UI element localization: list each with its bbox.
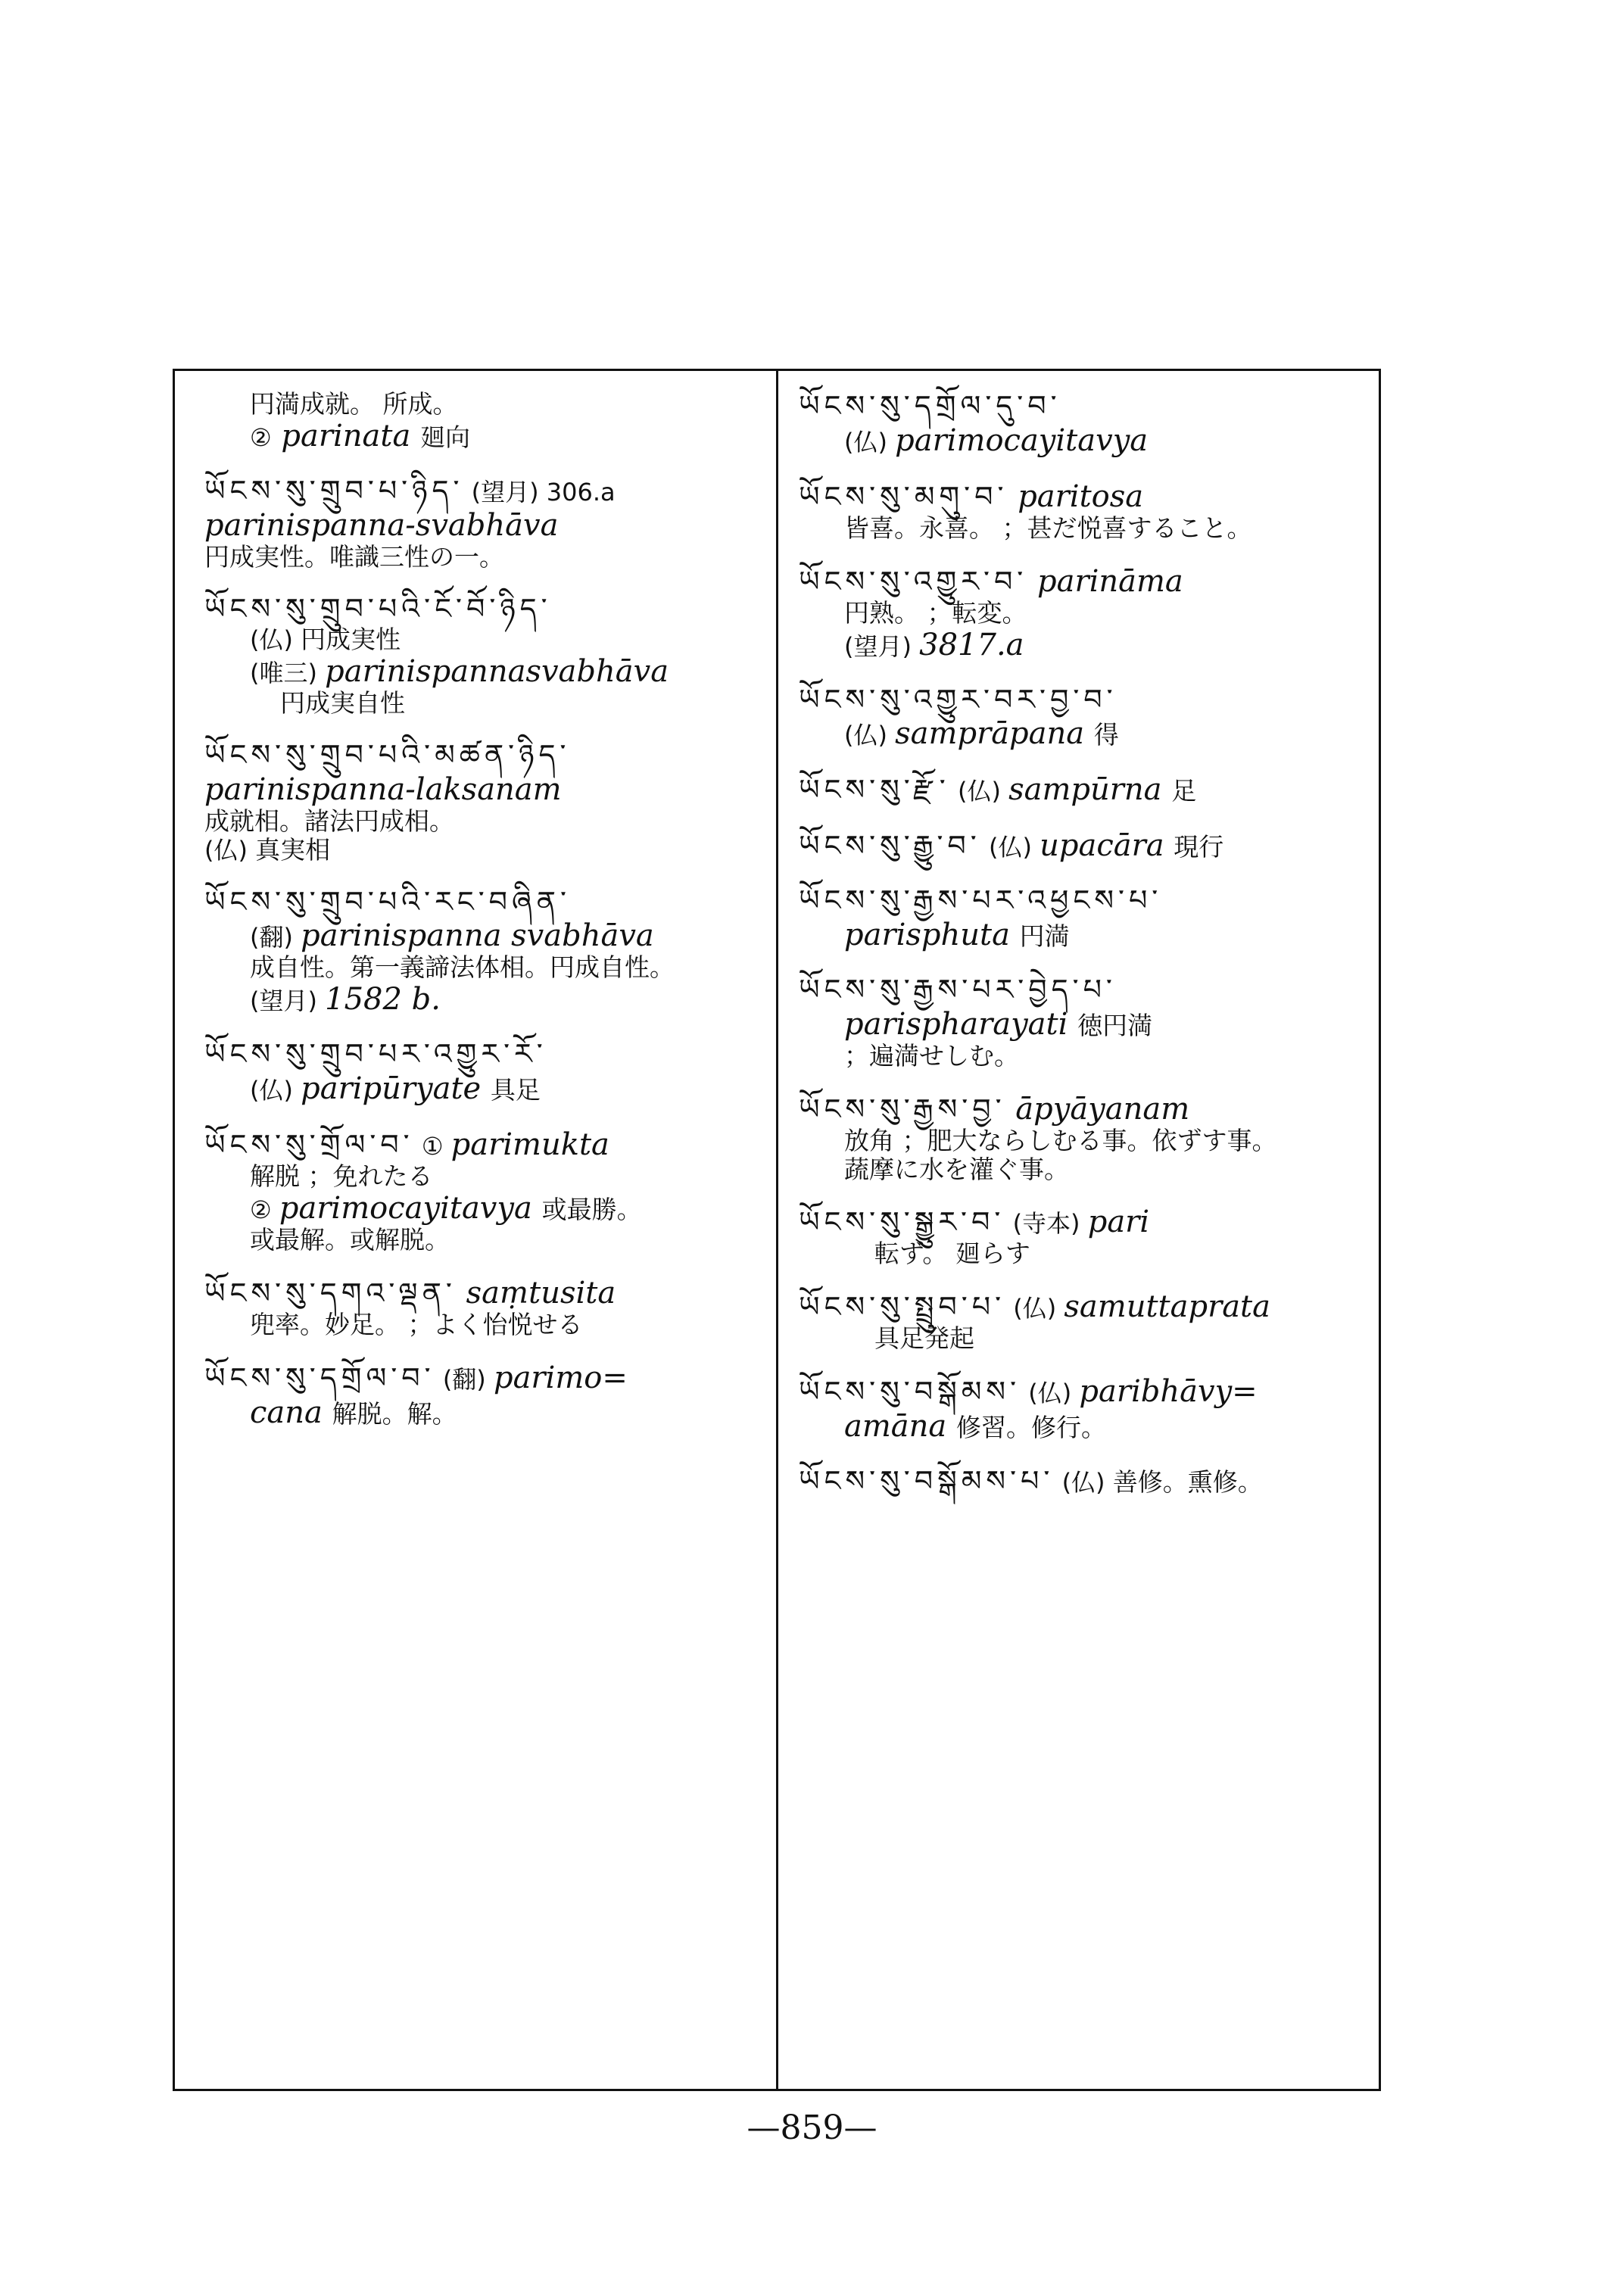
entry-line bbox=[204, 1361, 765, 1395]
tibetan-headword: ཡོངས་སུ་དགྲོལ་དུ་བ་ bbox=[799, 389, 1061, 422]
japanese-gloss: 円成実性 bbox=[301, 625, 401, 655]
source-ref: (仏) bbox=[1021, 1379, 1080, 1408]
tibetan-headword: ཡོངས་སུ་གྲོལ་བ་ bbox=[204, 1128, 414, 1161]
japanese-gloss: 真実相 bbox=[255, 834, 331, 865]
entry-line bbox=[799, 564, 1374, 599]
tibetan-headword: ཡོངས་སུ་གྲུབ་པ་ཉིད་ bbox=[204, 473, 464, 507]
entry-line bbox=[799, 1409, 1374, 1444]
entry-line bbox=[799, 1465, 1374, 1498]
entry-line bbox=[204, 1127, 765, 1162]
entry-line bbox=[799, 1007, 1374, 1042]
entry-line bbox=[204, 1162, 765, 1191]
source-ref: ① bbox=[413, 1132, 451, 1161]
entry-line bbox=[799, 716, 1374, 751]
entry-gap bbox=[799, 662, 1374, 684]
entry-line bbox=[204, 772, 765, 807]
entry-line bbox=[799, 974, 1374, 1007]
sanskrit-term: parinata bbox=[271, 418, 421, 454]
sanskrit-term: sampūrna bbox=[1008, 772, 1172, 808]
tibetan-headword: ཡོངས་སུ་བསྒོམས་པ་ bbox=[799, 1464, 1055, 1498]
entry-line bbox=[799, 884, 1374, 918]
japanese-gloss: 円満 bbox=[1019, 921, 1070, 951]
source-ref: (仏) bbox=[949, 777, 1009, 806]
entry-gap bbox=[204, 1339, 765, 1361]
entry-line bbox=[204, 1395, 765, 1430]
sanskrit-term: saṃtusita bbox=[456, 1275, 616, 1311]
sanskrit-term: parinispanna-laksanam bbox=[204, 771, 562, 807]
entry-line bbox=[799, 1324, 1374, 1353]
sanskrit-term: cana bbox=[250, 1395, 332, 1430]
japanese-gloss: 成就相。諸法円成相。 bbox=[204, 806, 454, 836]
source-ref: (望月) bbox=[250, 986, 326, 1016]
sanskrit-term: parinispanna svabhāva bbox=[301, 918, 654, 954]
sanskrit-term: parimukta bbox=[450, 1127, 609, 1162]
entry-line bbox=[204, 1191, 765, 1226]
source-ref: (仏) bbox=[980, 833, 1040, 862]
source-ref: (望月) bbox=[844, 631, 920, 661]
source-ref: (仏) bbox=[844, 721, 896, 750]
entry-gap bbox=[204, 1106, 765, 1127]
sanskrit-term: pari bbox=[1087, 1205, 1150, 1240]
entry-gap bbox=[799, 807, 1374, 828]
tibetan-headword: ཡོངས་སུ་སྤྲུབ་པ་ bbox=[799, 1290, 1006, 1324]
entry-line bbox=[799, 772, 1374, 807]
page-number: —859— bbox=[747, 2109, 877, 2147]
entry-line bbox=[204, 390, 765, 419]
sanskrit-term: paritosa bbox=[1008, 478, 1144, 514]
entry-gap bbox=[799, 1183, 1374, 1205]
tibetan-headword: ཡོངས་སུ་རྒྱུ་བ་ bbox=[799, 829, 981, 863]
entry-line bbox=[799, 1239, 1374, 1268]
entry-gap bbox=[799, 952, 1374, 974]
entry-line bbox=[204, 1038, 765, 1071]
sanskrit-term: samprāpana bbox=[895, 716, 1094, 752]
entry-line bbox=[204, 1226, 765, 1255]
entry-line bbox=[799, 599, 1374, 628]
entry-line bbox=[204, 1276, 765, 1311]
entry-line bbox=[204, 739, 765, 772]
tibetan-headword: ཡོངས་སུ་གྲུབ་པའི་རང་བཞིན་ bbox=[204, 884, 571, 918]
entry-gap bbox=[204, 1017, 765, 1038]
sanskrit-term: paripūryate bbox=[301, 1071, 491, 1106]
japanese-gloss: 足 bbox=[1171, 776, 1197, 806]
entry-line bbox=[799, 628, 1374, 662]
tibetan-headword: ཡོངས་སུ་རྒྱས་པར་འཕྱངས་པ་ bbox=[799, 884, 1163, 918]
entry-gap bbox=[799, 1268, 1374, 1289]
sanskrit-term: parimocayitavya bbox=[895, 422, 1149, 458]
entry-gap bbox=[204, 572, 765, 593]
entry-line bbox=[204, 508, 765, 543]
entry-gap bbox=[799, 1444, 1374, 1465]
japanese-gloss: 廻向 bbox=[420, 422, 471, 452]
entry-line bbox=[204, 886, 765, 919]
entry-line bbox=[204, 625, 765, 654]
source-ref: (仏) bbox=[1054, 1468, 1113, 1498]
sanskrit-term: 1582 b. bbox=[325, 982, 441, 1018]
japanese-gloss: 皆喜。永喜。 ；甚だ悦喜すること。 bbox=[844, 513, 1252, 543]
entry-gap bbox=[204, 454, 765, 475]
entry-gap bbox=[799, 1071, 1374, 1092]
tibetan-headword: ཡོངས་སུ་རྒྱས་བྱ་ bbox=[799, 1092, 1006, 1126]
japanese-gloss: 円成実自性 bbox=[280, 688, 405, 718]
source-ref: (仏) bbox=[1005, 1294, 1064, 1323]
entry-line bbox=[799, 1374, 1374, 1409]
source-ref: (望月) 306.a bbox=[463, 477, 616, 506]
right-column bbox=[799, 390, 1374, 1498]
entry-line bbox=[799, 390, 1374, 423]
source-ref: (仏) bbox=[844, 427, 896, 457]
entry-line bbox=[799, 1042, 1374, 1071]
entry-line bbox=[204, 836, 765, 865]
sanskrit-term: upacāra bbox=[1040, 828, 1174, 864]
entry-line bbox=[799, 1092, 1374, 1127]
entry-line bbox=[204, 953, 765, 982]
tibetan-headword: ཡོངས་སུ་འགྱུར་བ་ bbox=[799, 564, 1028, 598]
sanskrit-term: āpyāyanam bbox=[1005, 1091, 1190, 1127]
source-ref: (翻) bbox=[250, 923, 301, 952]
entry-line bbox=[204, 1071, 765, 1106]
japanese-gloss: 成自性。第一義諦法体相。円成自性。 bbox=[250, 952, 675, 983]
sanskrit-term: amāna bbox=[844, 1409, 956, 1445]
entry-line bbox=[204, 689, 765, 718]
sanskrit-term: paribhāvy= bbox=[1079, 1374, 1258, 1410]
japanese-gloss: 円成実性。唯識三性の一。 bbox=[204, 541, 504, 572]
sanskrit-term: 3817.a bbox=[919, 627, 1024, 662]
japanese-gloss: 得 bbox=[1093, 720, 1119, 750]
sanskrit-term: parinispannasvabhāva bbox=[325, 654, 669, 690]
entry-line bbox=[204, 543, 765, 572]
japanese-gloss: 転ず。 廻らす bbox=[874, 1239, 1030, 1269]
entry-gap bbox=[204, 865, 765, 886]
source-ref: (翻) bbox=[435, 1364, 494, 1394]
japanese-gloss: 兜率。妙足。 ；よく怡悦せる bbox=[250, 1309, 583, 1339]
japanese-gloss: 放角 ；肥大ならしむる事。依ずす事。 bbox=[844, 1125, 1277, 1155]
source-ref: (寺本) bbox=[1005, 1209, 1088, 1239]
entry-line bbox=[799, 514, 1374, 543]
tibetan-headword: ཡོངས་སུ་རྒྱས་པར་བྱེད་པ་ bbox=[799, 972, 1117, 1006]
entry-line bbox=[204, 654, 765, 689]
entry-gap bbox=[204, 718, 765, 739]
japanese-gloss: 現行 bbox=[1174, 832, 1224, 862]
sanskrit-term: parimo= bbox=[493, 1360, 628, 1395]
sanskrit-term: parimocayitavya bbox=[279, 1190, 542, 1226]
entry-line bbox=[204, 1311, 765, 1339]
source-ref: (仏) bbox=[204, 835, 256, 865]
entry-line bbox=[799, 1155, 1374, 1184]
entry-line bbox=[799, 684, 1374, 717]
japanese-gloss: 蔬摩に水を灌ぐ事。 bbox=[844, 1154, 1069, 1184]
entry-line bbox=[204, 475, 765, 508]
entry-line bbox=[799, 828, 1374, 863]
source-ref: ② bbox=[250, 1195, 279, 1224]
sanskrit-term: parinispanna-svabhāva bbox=[204, 507, 559, 543]
entry-line bbox=[799, 423, 1374, 458]
entry-gap bbox=[799, 543, 1374, 564]
japanese-gloss: 善修。熏修。 bbox=[1112, 1467, 1263, 1498]
source-ref: (仏) bbox=[250, 625, 301, 655]
entry-line bbox=[799, 1289, 1374, 1324]
source-ref: (仏) bbox=[250, 1076, 301, 1105]
entry-line bbox=[204, 593, 765, 626]
tibetan-headword: ཡོངས་སུ་མགུ་བ་ bbox=[799, 479, 1008, 513]
source-ref: (唯三) bbox=[250, 659, 326, 688]
entry-line bbox=[204, 419, 765, 454]
tibetan-headword: ཡོངས་སུ་རྫོ་ bbox=[799, 773, 950, 807]
japanese-gloss: 解脱 ；免れたる bbox=[250, 1161, 433, 1191]
japanese-gloss: 解脱。解。 bbox=[332, 1398, 457, 1429]
japanese-gloss: 円熟。 ；転変。 bbox=[844, 597, 1027, 628]
japanese-gloss: 徳円満 bbox=[1077, 1010, 1153, 1040]
entry-line bbox=[204, 807, 765, 836]
entry-line bbox=[799, 1127, 1374, 1155]
entry-line bbox=[204, 918, 765, 953]
sanskrit-term: parispharayati bbox=[844, 1006, 1078, 1042]
tibetan-headword: ཡོངས་སུ་གྲུབ་པའི་ངོ་བོ་ཉིད་ bbox=[204, 591, 552, 625]
japanese-gloss: 或最勝。 bbox=[541, 1194, 642, 1224]
entry-line bbox=[204, 982, 765, 1017]
tibetan-headword: ཡོངས་སུ་འགྱུར་བར་བྱ་བ་ bbox=[799, 682, 1117, 716]
japanese-gloss: 具足 bbox=[490, 1075, 541, 1105]
column-divider bbox=[776, 369, 778, 2091]
tibetan-headword: ཡོངས་སུ་དགའ་ལྡན་ bbox=[204, 1276, 457, 1310]
japanese-gloss: 具足発起 bbox=[874, 1323, 974, 1354]
entry-line bbox=[799, 1205, 1374, 1239]
tibetan-headword: ཡོངས་སུ་བསྒོམས་ bbox=[799, 1375, 1021, 1409]
japanese-gloss: ；遍満せしむ。 bbox=[844, 1040, 1019, 1071]
sanskrit-term: samuttaprata bbox=[1064, 1289, 1270, 1325]
tibetan-headword: ཡོངས་སུ་སྒྱུར་བ་ bbox=[799, 1205, 1005, 1239]
japanese-gloss: 円満成就。 所成。 bbox=[250, 389, 458, 419]
source-ref: ② bbox=[250, 422, 272, 452]
sanskrit-term: parināma bbox=[1027, 563, 1183, 599]
entry-gap bbox=[799, 863, 1374, 884]
entry-gap bbox=[204, 1255, 765, 1276]
tibetan-headword: ཡོངས་སུ་གྲུབ་པར་འགྱུར་རོ་ bbox=[204, 1037, 547, 1071]
entry-line bbox=[799, 479, 1374, 514]
entry-gap bbox=[799, 1353, 1374, 1374]
left-column bbox=[204, 390, 765, 1430]
entry-gap bbox=[799, 458, 1374, 479]
tibetan-headword: ཡོངས་སུ་དགྲོལ་བ་ bbox=[204, 1361, 435, 1395]
japanese-gloss: 修習。修行。 bbox=[955, 1413, 1106, 1443]
entry-line bbox=[799, 918, 1374, 952]
tibetan-headword: ཡོངས་སུ་གྲུབ་པའི་མཚན་ཉིད་ bbox=[204, 738, 571, 772]
sanskrit-term: parisphuta bbox=[844, 917, 1020, 952]
entry-gap bbox=[799, 751, 1374, 772]
japanese-gloss: 或最解。或解脱。 bbox=[250, 1224, 450, 1255]
